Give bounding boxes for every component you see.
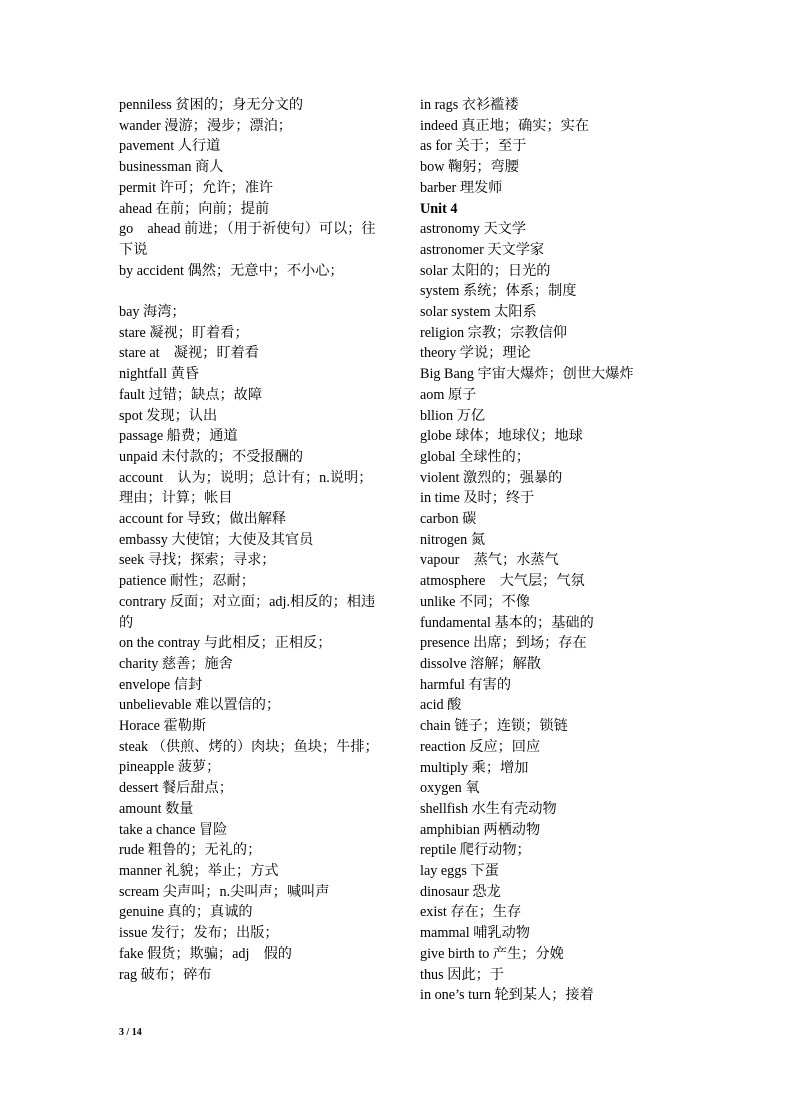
- vocab-entry: in time 及时；终于: [420, 490, 535, 507]
- vocab-entry: bay 海湾；: [119, 304, 186, 321]
- vocab-entry: by accident 偶然；无意中；不小心；: [119, 262, 344, 279]
- vocab-entry: aom 原子: [420, 386, 477, 403]
- vocab-entry: steak （供煎、烤的）肉块；鱼块；牛排；: [119, 738, 379, 755]
- vocab-entry: envelope 信封: [119, 676, 203, 693]
- vocab-entry: fault 过错；缺点；故障: [119, 386, 263, 403]
- vocab-entry: vapour 蒸气；水蒸气: [420, 552, 559, 569]
- vocab-entry: reptile 爬行动物；: [420, 842, 531, 859]
- vocab-entry: oxygen 氧: [420, 780, 480, 797]
- vocab-entry: passage 船费；通道: [119, 428, 238, 445]
- vocab-entry: wander 漫游；漫步；漂泊；: [119, 117, 292, 134]
- vocab-entry: unlike 不同；不像: [420, 593, 530, 610]
- vocab-entry: issue 发行；发布；出版；: [119, 925, 279, 942]
- page-number: 3 / 14: [119, 1027, 142, 1038]
- vocab-entry: charity 慈善；施舍: [119, 655, 233, 672]
- vocab-entry: atmosphere 大气层；气氛: [420, 573, 585, 590]
- vocab-entry: permit 许可；允许；准许: [119, 179, 274, 196]
- vocab-entry: solar 太阳的；日光的: [420, 262, 551, 279]
- vocab-entry: system 系统；体系；制度: [420, 283, 577, 300]
- vocab-entry: Horace 霍勒斯: [119, 718, 207, 735]
- vocab-entry: barber 理发师: [420, 179, 503, 196]
- vocab-entry: lay eggs 下蛋: [420, 863, 499, 880]
- vocab-entry: amphibian 两栖动物: [420, 821, 541, 838]
- vocab-entry: global 全球性的；: [420, 448, 530, 465]
- vocab-entry: take a chance 冒险: [119, 821, 228, 838]
- vocab-entry: nitrogen 氮: [420, 531, 486, 548]
- vocab-entry: penniless 贫困的；身无分文的: [119, 97, 304, 113]
- vocab-entry: in one’s turn 轮到某人；接着: [420, 987, 594, 1004]
- vocab-entry: harmful 有害的: [420, 676, 512, 693]
- vocab-entry: stare 凝视；盯着看；: [119, 324, 249, 341]
- vocab-entry: dinosaur 恐龙: [420, 883, 501, 900]
- vocab-entry: ahead 在前；向前；提前: [119, 200, 270, 217]
- vocab-entry: chain 链子；连锁；锁链: [420, 718, 568, 735]
- vocab-entry: fundamental 基本的；基础的: [420, 614, 594, 631]
- vocab-entry: fake 假货；欺骗；adj 假的: [119, 945, 292, 962]
- vocab-entry: pineapple 菠萝；: [119, 759, 221, 776]
- vocab-entry: on the contray 与此相反；正相反；: [119, 635, 332, 652]
- vocab-entry: businessman 商人: [119, 159, 224, 176]
- vocabulary-column-right: [420, 95, 682, 1006]
- vocab-entry: go ahead 前进；（用于祈使句）可以；往下说: [119, 221, 376, 258]
- vocab-entry: as for 关于；至于: [420, 138, 527, 155]
- vocab-entry: unbelievable 难以置信的；: [119, 697, 281, 714]
- vocab-entry: rude 粗鲁的；无礼的；: [119, 842, 262, 859]
- vocab-entry: reaction 反应；回应: [420, 738, 541, 755]
- vocab-entry: scream 尖声叫；n.尖叫声；喊叫声: [119, 883, 330, 900]
- vocab-entry: theory 学说；理论: [420, 345, 531, 362]
- vocab-entry: seek 寻找；探索；寻求；: [119, 552, 276, 569]
- vocab-entry: nightfall 黄昏: [119, 366, 199, 383]
- vocab-entry: mammal 哺乳动物: [420, 925, 530, 942]
- vocab-entry: solar system 太阳系: [420, 304, 537, 321]
- vocab-entry: globe 球体；地球仪；地球: [420, 428, 583, 445]
- vocab-entry: manner 礼貌；举止；方式: [119, 863, 279, 879]
- vocabulary-column-left: [119, 95, 381, 985]
- vocab-entry: religion 宗教；宗教信仰: [420, 324, 567, 341]
- vocab-entry: shellfish 水生有壳动物: [420, 800, 557, 817]
- vocab-entry: give birth to 产生；分娩: [420, 945, 564, 962]
- vocab-entry: rag 破布；碎布: [119, 966, 212, 983]
- vocab-entry: bllion 万亿: [420, 407, 486, 424]
- vocab-entry: account 认为；说明；总计有；n.说明；理由；计算；帐目: [119, 469, 373, 507]
- vocab-entry: amount 数量: [119, 800, 194, 817]
- vocab-entry: pavement 人行道: [119, 138, 221, 155]
- vocab-entry: carbon 碳: [420, 511, 477, 528]
- vocab-entry: indeed 真正地；确实；实在: [420, 117, 590, 134]
- vocab-entry: multiply 乘；增加: [420, 759, 529, 776]
- vocab-entry: presence 出席；到场；存在: [420, 635, 587, 652]
- vocab-entry: bow 鞠躬；弯腰: [420, 159, 519, 176]
- vocab-entry: genuine 真的；真诚的: [119, 904, 253, 921]
- vocab-entry: spot 发现；认出: [119, 407, 218, 424]
- vocab-entry: acid 酸: [420, 697, 462, 714]
- unit-heading: Unit 4: [420, 200, 458, 217]
- vocab-entry: astronomy 天文学: [420, 221, 527, 238]
- vocab-entry: thus 因此；于: [420, 966, 504, 983]
- vocab-entry: violent 激烈的；强暴的: [420, 469, 563, 486]
- vocab-entry: account for 导致；做出解释: [119, 511, 287, 528]
- vocab-entry: dissolve 溶解；解散: [420, 655, 541, 672]
- vocab-entry: exist 存在；生存: [420, 904, 522, 921]
- vocab-entry: Big Bang 宇宙大爆炸；创世大爆炸: [420, 366, 634, 383]
- vocab-entry: stare at 凝视；盯着看: [119, 345, 259, 362]
- vocab-entry: unpaid 未付款的；不受报酬的: [119, 448, 304, 465]
- blank-line: [119, 281, 381, 302]
- vocab-entry: contrary 反面；对立面；adj.相反的；相违的: [119, 593, 376, 631]
- vocab-entry: patience 耐性；忍耐；: [119, 573, 255, 590]
- vocab-entry: embassy 大使馆；大使及其官员: [119, 531, 314, 548]
- vocab-entry: astronomer 天文学家: [420, 241, 545, 258]
- vocab-entry: in rags 衣衫褴褛: [420, 97, 519, 113]
- vocab-entry: dessert 餐后甜点；: [119, 780, 233, 797]
